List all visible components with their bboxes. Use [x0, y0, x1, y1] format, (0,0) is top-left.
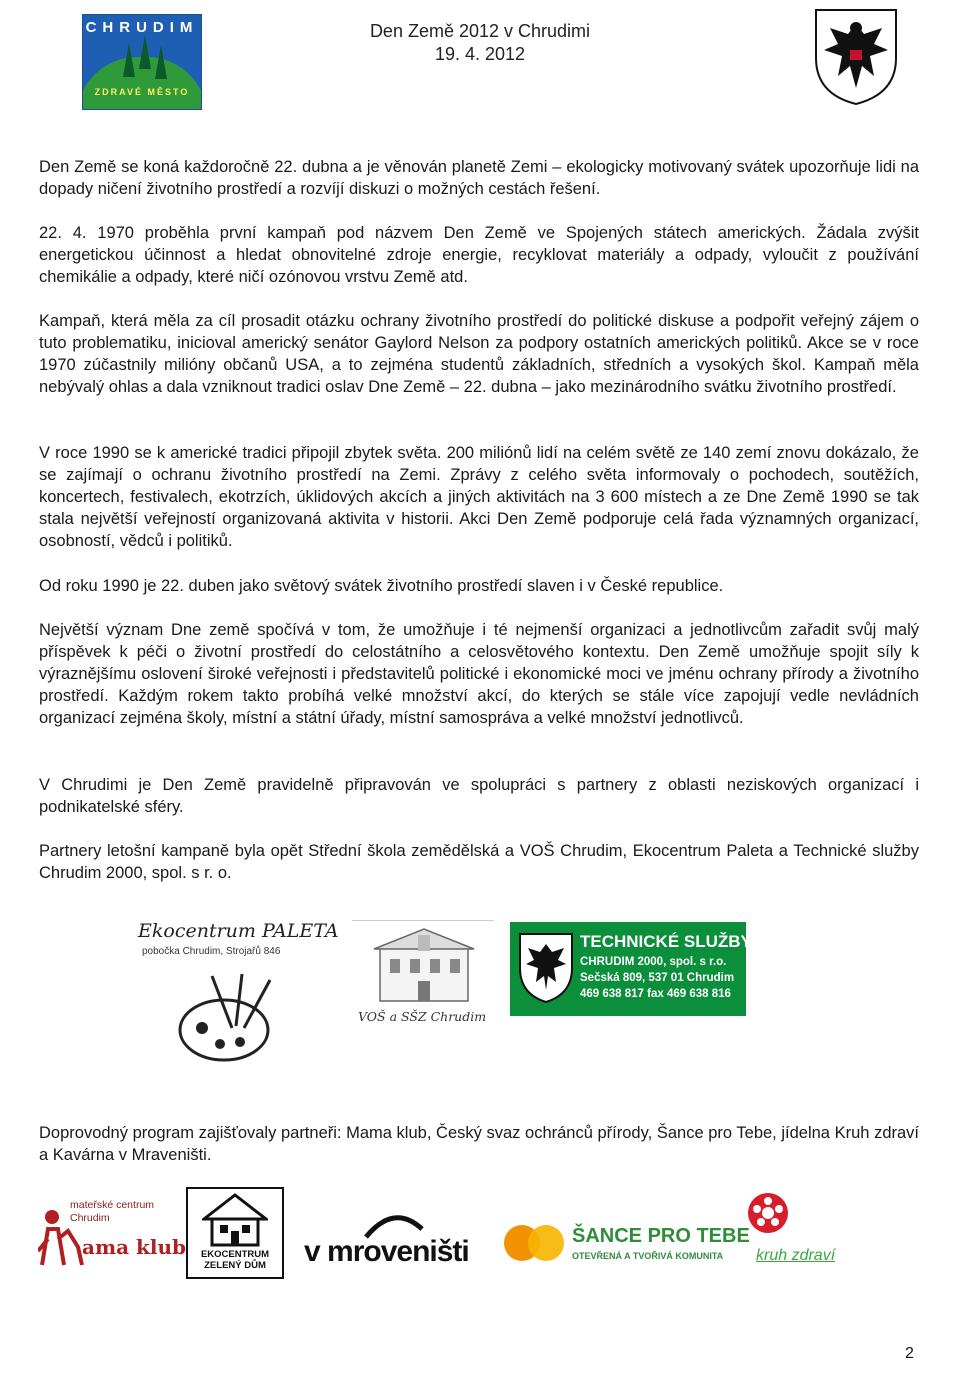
paragraph-intro: Den Země se koná každoročně 22. dubna a je věnován planetě Zemi – ekologicky motivovaný svátek upozorňuje lidi na dopady ničení životního prostředí a rozvíjí diskuzi o možných cestách řešení. [39, 158, 919, 198]
ts-title: TECHNICKÉ SLUŽBY [580, 932, 752, 951]
eko-label: EKOCENTRUM ZELENÝ DŮM [200, 1249, 270, 1271]
sance-pro-tebe-logo [502, 1221, 750, 1271]
vos-ssz-chrudim-logo [352, 920, 494, 1029]
technicke-sluzby-logo [510, 922, 752, 1016]
mama-figure-icon [38, 1207, 84, 1267]
palette-brushes-icon [172, 972, 282, 1068]
ts-line-address: Sečská 809, 537 01 Chrudim [580, 972, 735, 984]
paragraph-1970: 22. 4. 1970 proběhla první kampaň pod názvem Den Země ve Spojených státech amerických. Žádala zvýšit energetickou účinnost a hledat obnovitelné zdroje energie, recyklovat materiály a odpady, vyloučit z používání chemikálie a odpady, které ničí ozónovou vrstvu Země atd. [39, 224, 919, 286]
document-date: 19. 4. 2012 [434, 44, 526, 64]
mama-klub-logo [38, 1199, 187, 1269]
ekocentrum-paleta-logo [132, 912, 339, 1070]
logo-tagline: ZDRAVÉ MĚSTO [94, 87, 190, 97]
sance-subtitle: OTEVŘENÁ A TVOŘIVÁ KOMUNITA [572, 1251, 724, 1261]
paragraph-chrudim: V Chrudimi je Den Země pravidelně připravován ve spolupráci s partnery z oblasti neziskových organizací i podnikatelské sféry. [39, 776, 919, 816]
paragraph-support: Doprovodný program zajišťovaly partneři: Mama klub, Český svaz ochránců přírody, Šance pro Tebe, jídelna Kruh zdraví a Kavárna v Mraveništi. [39, 1124, 919, 1164]
ekocentrum-zeleny-dum-logo [186, 1187, 284, 1279]
flower-icon [746, 1191, 790, 1235]
paragraph-czech: Od roku 1990 je 22. duben jako světový svátek životního prostředí slaven i v České republice. [39, 577, 724, 595]
partner-logos [0, 912, 960, 1082]
paragraph-1990: V roce 1990 se k americké tradici připojil zbytek světa. 200 miliónů lidí na celém světě ze 140 zemí znovu dokázalo, že se zajímají o ochranu životního prostředí na Zemi. Zprávy z celého světa informovaly o pochodech, soutěžích, koncertech, festivalech, ekotrzích, úklidových akcích a jiných aktivitách na 3 600 místech a ze Dne Země 1990 se tak stala největší veřejností organizovaná aktivita v historii. Akci Den Země podporuje celá řada významných organizací, osobností, vědců i politiků. [39, 444, 919, 550]
kruh-zdravi-logo [746, 1191, 856, 1277]
school-building-icon [360, 927, 486, 1005]
vos-label: VOŠ a SŠZ Chrudim [358, 1009, 487, 1024]
sance-title: ŠANCE PRO TEBE [572, 1225, 750, 1247]
paragraph-campaign: Kampaň, která měla za cíl prosadit otázku ochrany životního prostředí do politické diskuse a podpořit veřejný zájem o tuto problematiku, inicioval americký senátor Gaylord Nelson za podpory ostatních amerických politiků. Akce se v roce 1970 zúčastnily milióny občanů USA, a to zejména studentů základních, středních a vysokých škol. Kampaň měla nebývalý ohlas a dala vzniknout tradici oslav Dne Země – 22. dubna – jako mezinárodního svátku životního prostředí. [39, 312, 919, 396]
kruh-text: kruh zdraví [756, 1247, 836, 1264]
mama-klub-name: ama klub [82, 1235, 187, 1259]
mama-klub-top: mateřské centrum Chrudim [70, 1199, 155, 1224]
document-title: Den Země 2012 v Chrudimi [369, 21, 591, 41]
paleta-title: Ekocentrum PALETA [138, 920, 339, 942]
paragraph-significance: Největší význam Dne země spočívá v tom, že umožňuje i té nejmenší organizaci a jednotlivcům zařadit svůj malý příspěvek k péči o životní prostředí do celostátního a celosvětového kontextu. Den Země umožňuje spojit síly k výraznějšímu oslovení široké veřejnosti i představitelů politické i ekonomické moci ve jménu ochrany přírody a životního prostředí. Každým rokem takto probíhá velké množství akcí, do kterých se stále více zapojují vedle nevládních organizací zejména školy, místní a státní úřady, místní samospráva a velké množství jednotlivců. [39, 621, 919, 727]
page-number: 2 [905, 1345, 914, 1362]
paleta-subtitle: pobočka Chrudim, Strojařů 846 [142, 946, 281, 957]
eagle-shield-icon [518, 932, 574, 1004]
coat-of-arms-icon [812, 6, 900, 106]
sance-circles-icon [502, 1221, 568, 1265]
ts-line-company: CHRUDIM 2000, spol. s r.o. [580, 956, 727, 968]
house-icon [202, 1193, 268, 1247]
support-logos [0, 1185, 960, 1285]
page-header [0, 0, 960, 120]
ts-line-phone: 469 638 817 fax 469 638 816 [580, 988, 731, 1000]
logo-city-name: CHRUDIM [85, 19, 199, 36]
mrav-text: v mroveništi [304, 1235, 469, 1268]
kavarna-v-mravenisti-logo [304, 1209, 468, 1279]
paragraph-partners: Partnery letošní kampaně byla opět Střední škola zemědělská a VOŠ Chrudim, Ekocentrum Paleta a Technické služby Chrudim 2000, spol. s r. o. [39, 842, 919, 882]
